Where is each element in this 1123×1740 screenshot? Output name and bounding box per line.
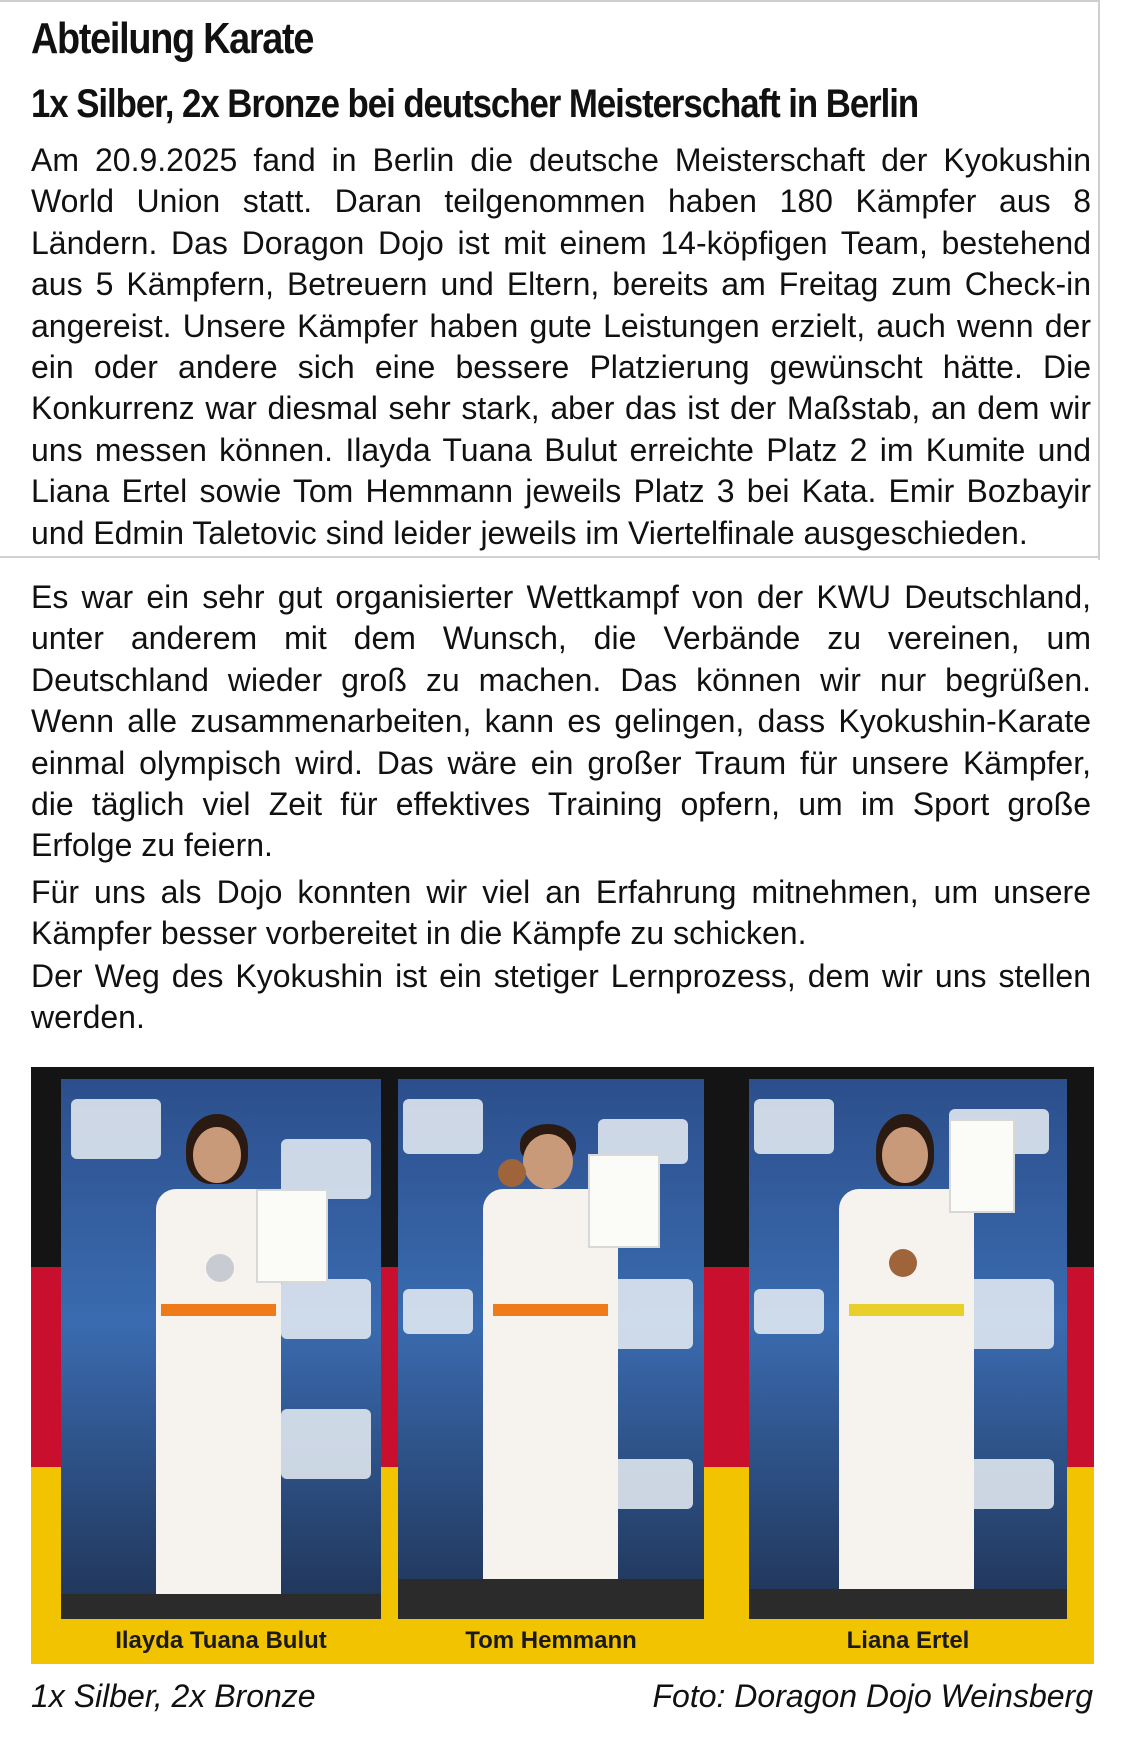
sponsor-board [608, 1459, 693, 1509]
photo-ilayda-tuana-bulut [61, 1079, 381, 1619]
orange-belt [161, 1304, 276, 1316]
frame-top-border [0, 0, 1100, 2]
photo-label-1: Ilayda Tuana Bulut [115, 1627, 327, 1654]
podium [749, 1589, 1067, 1619]
orange-belt [493, 1304, 608, 1316]
frame-right-border [1098, 0, 1100, 560]
sponsor-board [403, 1099, 483, 1154]
article-paragraph-3: Für uns als Dojo konnten wir viel an Erfahrung mitnehmen, um unsere Kämpfer besser vorbereitet in die Kämpfe zu schicken. [31, 874, 1091, 952]
sponsor-board [281, 1409, 371, 1479]
sponsor-board [608, 1279, 693, 1349]
certificate [949, 1119, 1015, 1213]
article-paragraph-2: Es war ein sehr gut organisierter Wettkampf von der KWU Deutschland, unter anderem mit dem Wunsch, die Verbände zu vereinen, um Deutschland wieder groß zu machen. Das können wir nur begrüßen. Wenn alle zusammenarbeiten, kann es gelingen, dass Kyokushin-Karate einmal olympisch wird. Das wäre ein großer Traum für unsere Kämpfer, die täglich viel Zeit für effektives Training opfern, um im Sport große Erfolge zu feiern. [31, 579, 1091, 864]
article-paragraph-1: Am 20.9.2025 fand in Berlin die deutsche Meisterschaft der Kyokushin World Union statt. Daran teilgenommen haben 180 Kämpfer aus 8 Ländern. Das Doragon Dojo ist mit einem 14-köpfigen Team, bestehend aus 5 Kämpfern, Betreuern und Eltern, bereits am Freitag zum Check-in angereist. Unsere Kämpfer haben gute Leistungen erzielt, auch wenn der ein oder andere sich eine bessere Platzierung gewünscht hätte. Die Konkurrenz war diesmal sehr stark, aber das ist der Maßstab, an dem wir uns messen können. Ilayda Tuana Bulut erreichte Platz 2 im Kumite und Liana Ertel sowie Tom Hemmann jeweils Platz 3 bei Kata. Emir Bozbayir und Edmin Taletovic sind leider jeweils im Viertelfinale ausgeschieden. [31, 142, 1091, 551]
sponsor-board [754, 1099, 834, 1154]
athlete-face [193, 1127, 241, 1183]
podium [61, 1594, 381, 1619]
athlete-gi [483, 1189, 618, 1599]
photo-caption: 1x Silber, 2x Bronze [31, 1678, 316, 1714]
photo-collage [31, 1067, 1094, 1664]
certificate [256, 1189, 328, 1283]
sponsor-board [71, 1099, 161, 1159]
section-title: Abteilung Karate [31, 14, 314, 63]
sponsor-board [964, 1279, 1054, 1349]
photo-label-2: Tom Hemmann [465, 1627, 637, 1654]
yellow-belt [849, 1304, 964, 1316]
athlete-face [523, 1134, 573, 1189]
bronze-medal [889, 1249, 917, 1277]
photo-tom-hemmann [398, 1079, 704, 1619]
sponsor-board [281, 1279, 371, 1339]
podium [398, 1579, 704, 1619]
photo-credit: Foto: Doragon Dojo Weinsberg [652, 1678, 1093, 1714]
certificate [588, 1154, 660, 1248]
column-divider [0, 556, 1100, 558]
photo-label-3: Liana Ertel [846, 1627, 970, 1654]
silver-medal [206, 1254, 234, 1282]
article-headline: 1x Silber, 2x Bronze bei deutscher Meisterschaft in Berlin [31, 82, 919, 126]
athlete-face [882, 1127, 928, 1183]
sponsor-board [403, 1289, 473, 1334]
sponsor-board [964, 1459, 1054, 1509]
sponsor-board [754, 1289, 824, 1334]
photo-liana-ertel [749, 1079, 1067, 1619]
bronze-medal [498, 1159, 526, 1187]
article-paragraph-4: Der Weg des Kyokushin ist ein stetiger Lernprozess, dem wir uns stellen werden. [31, 958, 1091, 1036]
